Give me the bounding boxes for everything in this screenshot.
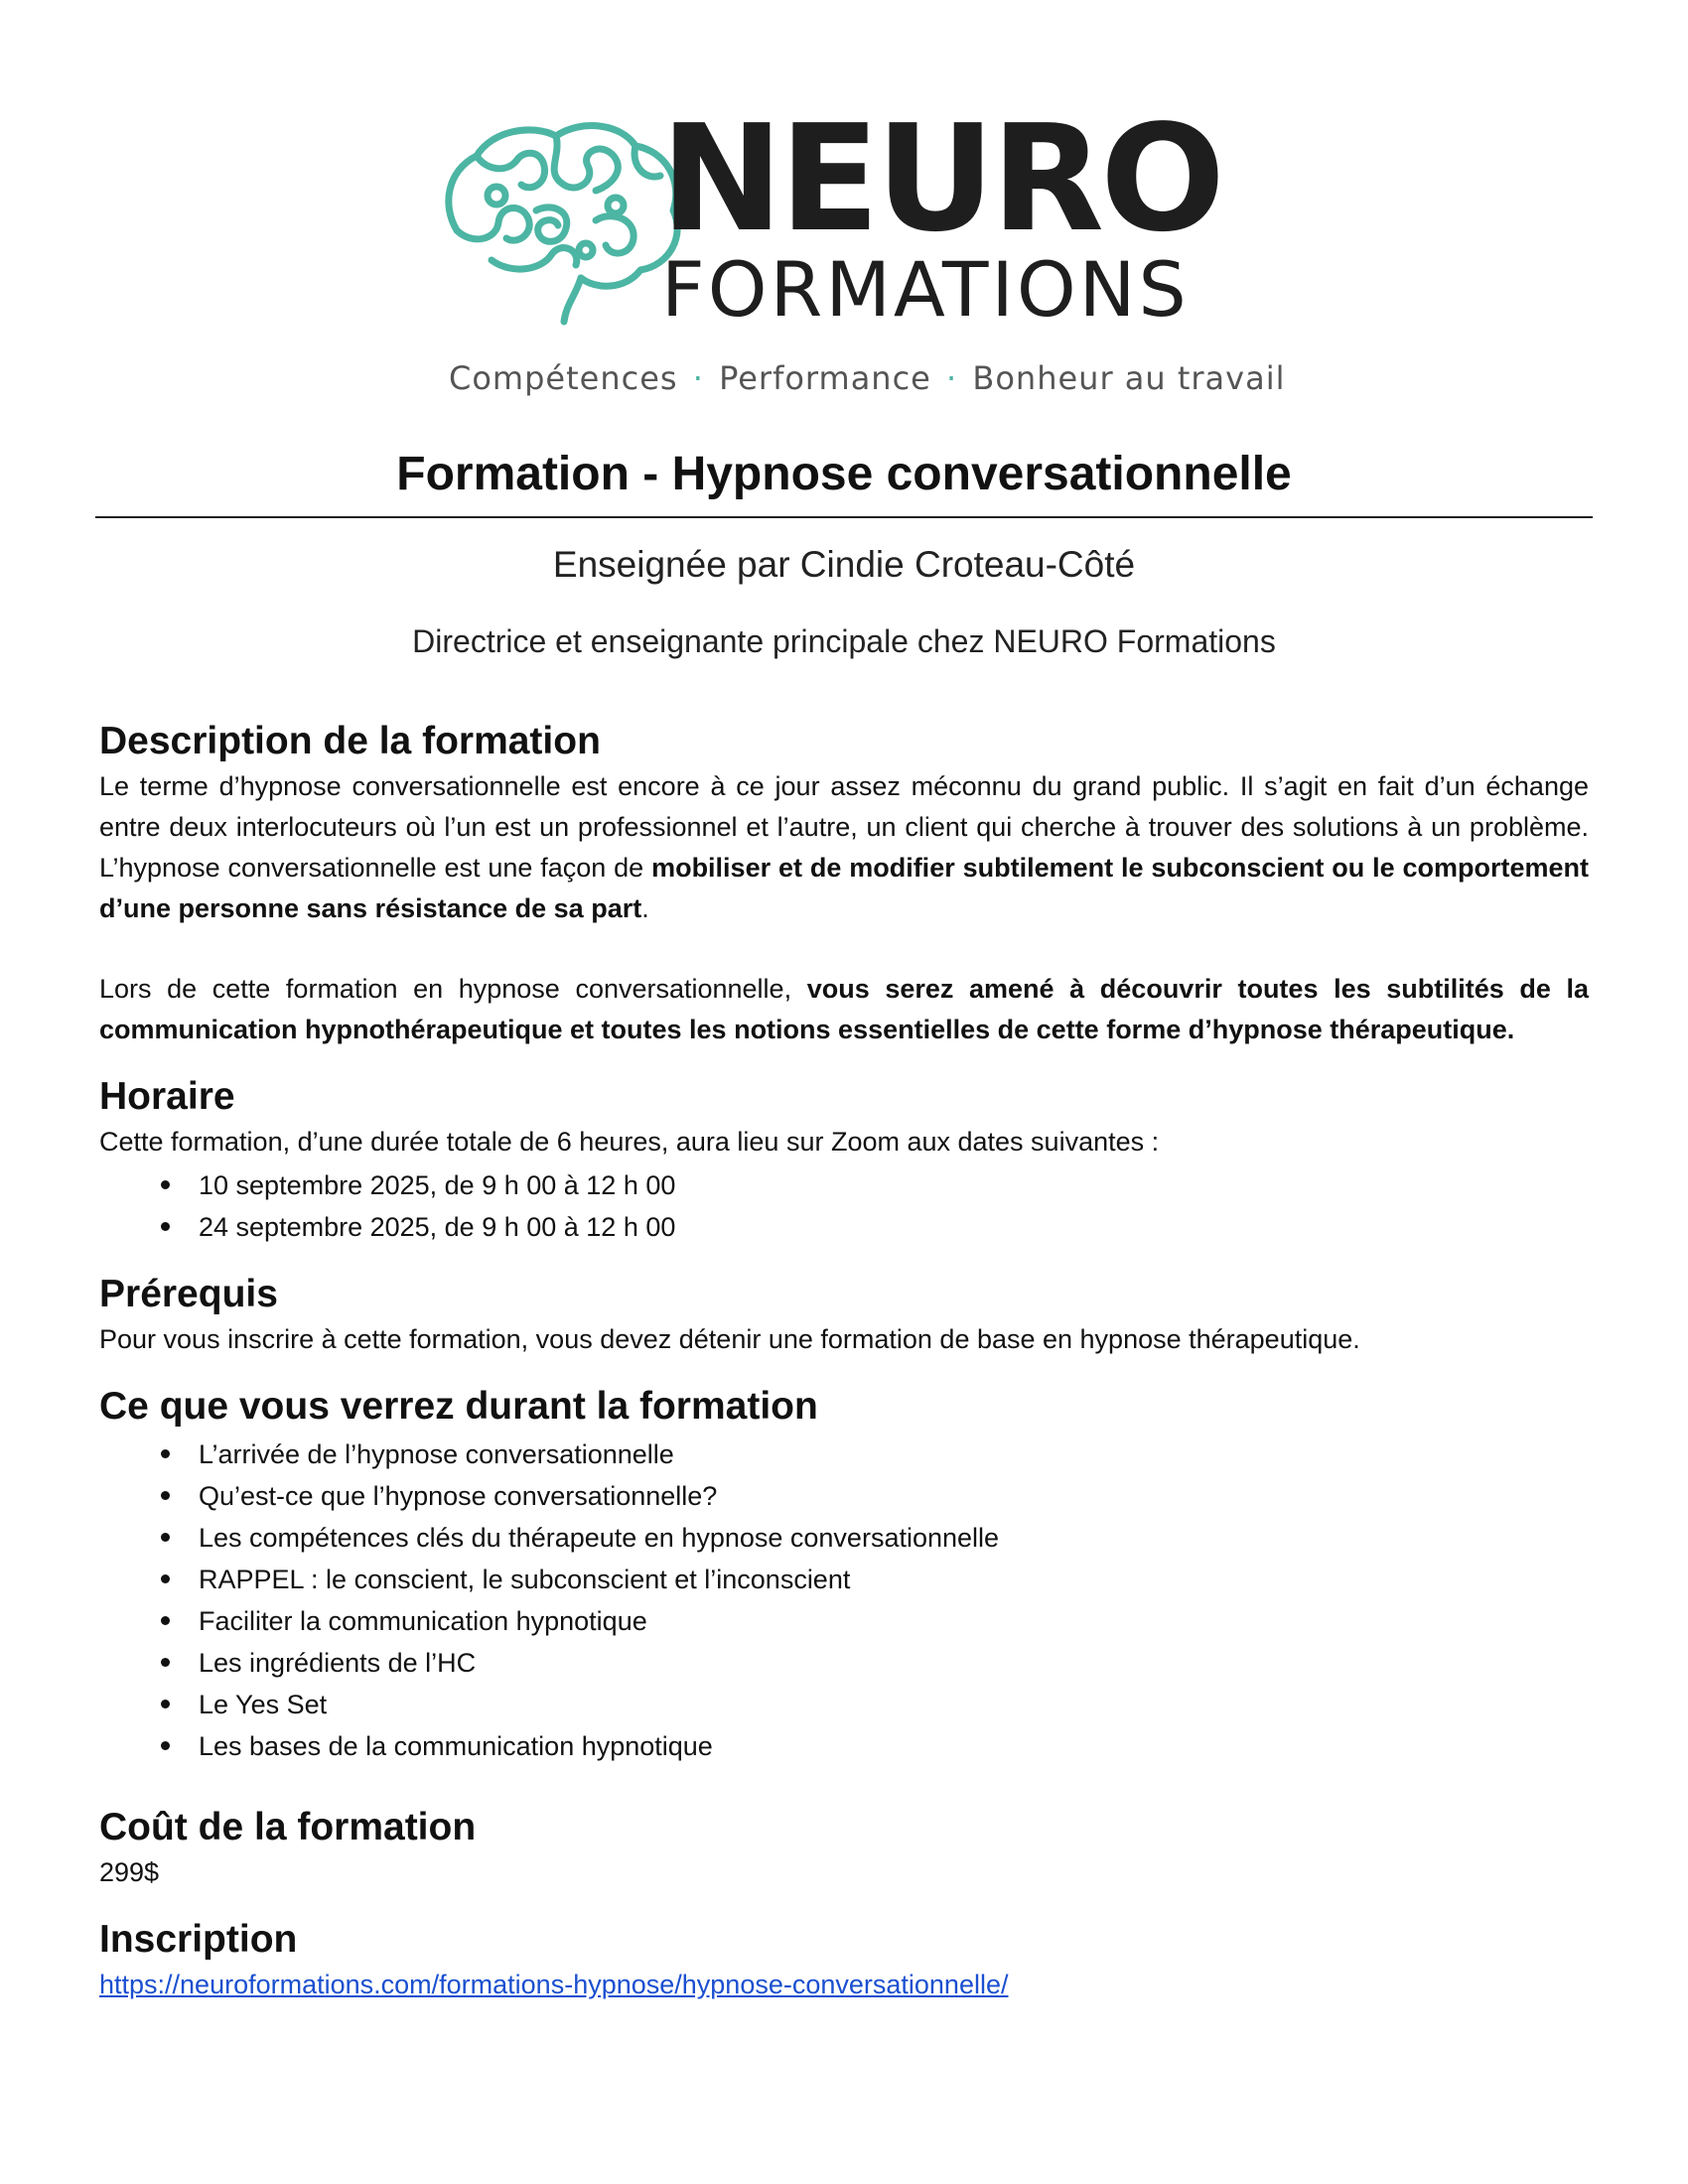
logo [437,93,1286,409]
logo-tagline [449,359,1285,397]
list-item: RAPPEL : le conscient, le subconscient et l’inconscient [99,1559,1589,1600]
inscription-heading: Inscription [99,1918,298,1961]
horaire-heading: Horaire [99,1075,235,1118]
description-paragraph-2 [99,969,1589,1050]
logo-word-neuro: NEURO [660,93,1221,264]
description-p1-text: Le terme d’hypnose conversationnelle est encore à ce jour assez méconnu du grand public. Il s’agit en fait d’un échange entre deux interlocuteurs où l’un est un professionnel et l’autre, un client qui cherche à trouver des solutions à un problème. L’hypnose conversationnelle est une façon de [99,771,1589,883]
prerequis-heading: Prérequis [99,1273,278,1315]
horaire-intro: Cette formation, d’une durée totale de 6 heures, aura lieu sur Zoom aux dates suivantes : [99,1127,1160,1157]
section-description [99,717,1589,1050]
list-item: Les bases de la communication hypnotique [99,1725,1589,1767]
description-p2-text: Lors de cette formation en hypnose conversationnelle, [99,974,807,1004]
section-inscription [99,1915,1589,2005]
tagline-performance: Performance [719,359,931,397]
list-item: Qu’est-ce que l’hypnose conversationnelle? [99,1475,1589,1517]
description-paragraph-1 [99,766,1589,929]
tagline-separator: · [946,359,958,397]
section-horaire [99,1072,1589,1248]
teacher-role: Directrice et enseignante principale chez NEURO Formations [412,623,1276,659]
tagline-separator: · [692,359,704,397]
inscription-link[interactable]: https://neuroformations.com/formations-hypnose/hypnose-conversationnelle/ [99,1970,1009,1999]
section-contenu [99,1382,1589,1767]
cout-heading: Coût de la formation [99,1806,477,1848]
list-item: Le Yes Set [99,1684,1589,1725]
contenu-heading: Ce que vous verrez durant la formation [99,1385,818,1428]
cout-price: 299$ [99,1857,160,1887]
tagline-competences: Compétences [449,359,678,397]
document-body [99,717,1589,2005]
brain-icon [437,111,690,335]
list-item: Faciliter la communication hypnotique [99,1600,1589,1642]
horaire-dates-list [99,1164,1589,1248]
logo-word-formations: FORMATIONS [661,245,1190,334]
list-item: L’arrivée de l’hypnose conversationnelle [99,1433,1589,1475]
title-divider [95,516,1593,518]
contenu-list [99,1433,1589,1767]
prerequis-text: Pour vous inscrire à cette formation, vous devez détenir une formation de base en hypnose thérapeutique. [99,1324,1360,1354]
list-item: 24 septembre 2025, de 9 h 00 à 12 h 00 [99,1206,1589,1248]
section-prerequis [99,1270,1589,1360]
list-item: Les ingrédients de l’HC [99,1642,1589,1684]
description-p1-bold: mobiliser et de modifier subtilement le subconscient ou le comportement d’une personne sans résistance de sa part [99,853,1589,923]
description-p1-end: . [641,893,649,923]
teacher-line: Enseignée par Cindie Croteau-Côté [552,544,1136,585]
description-heading: Description de la formation [99,720,601,762]
description-p2-bold: vous serez amené à découvrir toutes les subtilités de la communication hypnothérapeutique et toutes les notions essentielles de cette forme d’hypnose thérapeutique. [99,974,1589,1044]
section-cout [99,1803,1589,1893]
tagline-bonheur: Bonheur au travail [972,359,1286,397]
list-item: 10 septembre 2025, de 9 h 00 à 12 h 00 [99,1164,1589,1206]
list-item: Les compétences clés du thérapeute en hypnose conversationnelle [99,1517,1589,1559]
page-title: Formation - Hypnose conversationnelle [396,448,1292,500]
